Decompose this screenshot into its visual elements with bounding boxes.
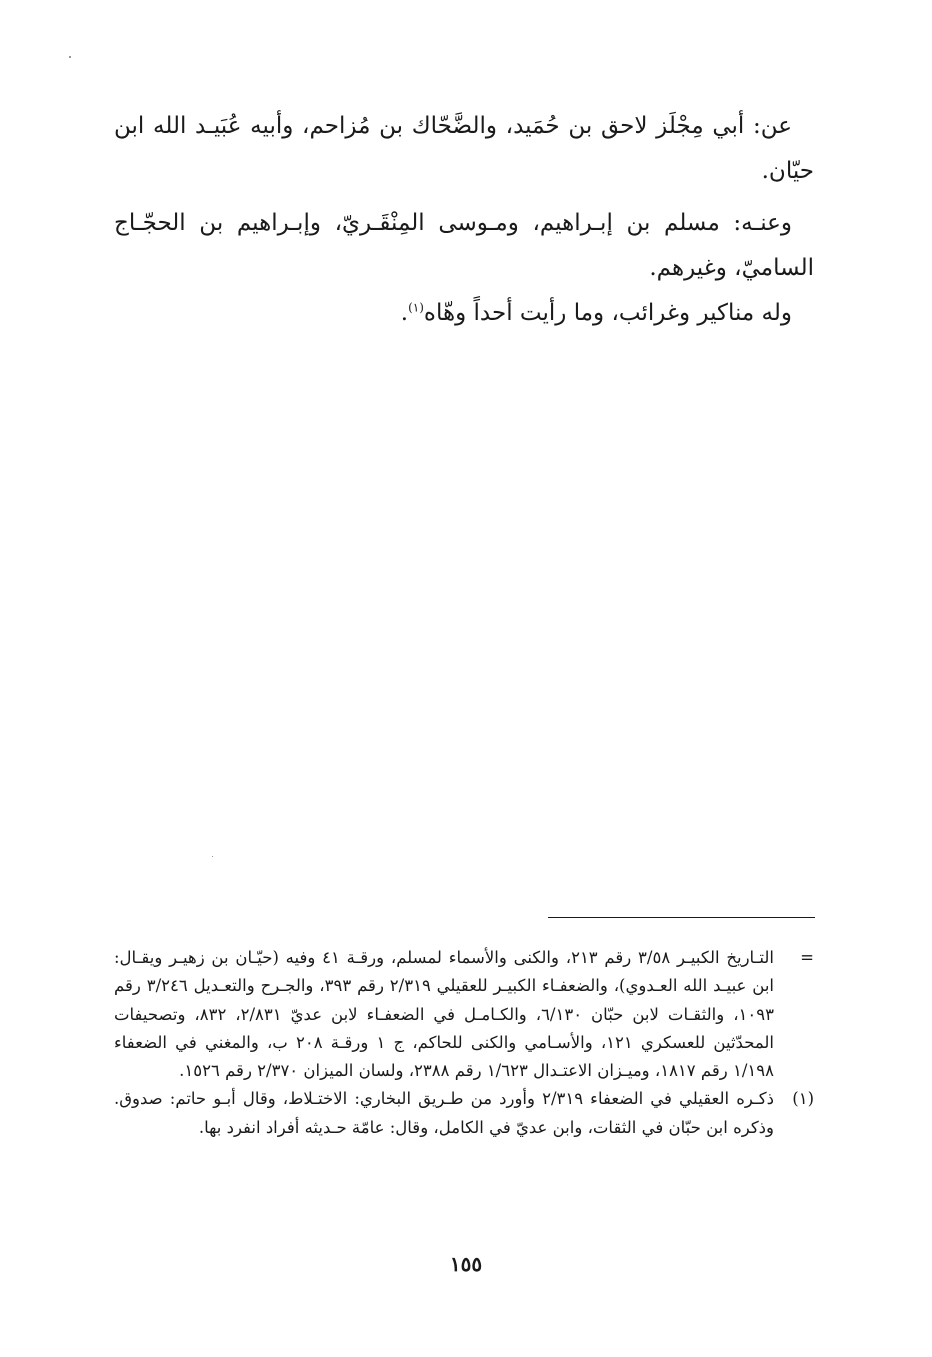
footnote-1 [114,1085,814,1142]
page-number: ١٥٥ [449,1252,483,1276]
closing-period: . [400,300,409,326]
footnotes [114,944,814,1142]
footnote-separator [548,917,815,918]
narrators-to-paragraph [114,201,814,291]
footnote-text: التـاريخ الكبيـر ٣/٥٨ رقم ٢١٣، والكنى والأسماء لمسلم، ورقـة ٤١ وفيه (حيّـان بن زهيـر ويقـال: ابن عبيـد الله العـدوي)، والضعفـاء الكبيـر للعقيلي ٢/٣١٩ رقم ٣٩٣، والجـرح والتعـديل ٣/٢٤٦ رقم ١٠٩٣، والثقـات لابن حبّان ٦/١٣٠، والكـامـل في الضعفـاء لابن عديّ ٢/٨٣١، ٨٣٢، وتصحيفات المحدّثين للعسكري ١٢١، والأسـامي والكنى للحاكم، ج ١ ورقـة ٢٠٨ ب، والمغني في الضعفاء ١/١٩٨ رقم ١٨١٧، وميـزان الاعتـدال ١/٦٢٣ رقم ٢٣٨٨، ولسان الميزان ٢/٣٧٠ رقم ١٥٢٦. [114,948,775,1081]
footnote-reference[interactable]: (١) [408,300,424,315]
footnote-text: ذكـره العقيلي في الضعفاء ٢/٣١٩ وأورد من طـريق البخاري: الاختـلاط، وقال أبـو حاتم: صدوق. وذكره ابن حبّان في الثقات، وابن عديّ في الكامل، وقال: عامّة حـديثه أفراد انفرد بها. [114,1089,775,1137]
narrators-from-text: عن: أبي مِجْلَز لاحق بن حُمَيد، والضَّحّاك بن مُزاحم، وأبيه عُبَيـد الله ابن حيّان. [114,113,814,184]
narrators-to-text: وعنـه: مسلم بن إبـراهيم، ومـوسى المِنْقَـريّ، وإبـراهيم بن الحجّـاج الساميّ، وغيرهم. [114,210,814,281]
footnote-continuation [114,944,814,1085]
footnote-marker: (١) [792,1089,814,1109]
assessment-paragraph [114,291,814,336]
narrators-from-paragraph [114,104,814,194]
assessment-text: وله مناكير وغرائب، وما رأيت أحداً وهّاه [423,300,792,326]
main-text [114,104,814,336]
scan-speck [69,56,71,58]
scan-speck [212,856,213,857]
continuation-marker: = [800,948,814,967]
